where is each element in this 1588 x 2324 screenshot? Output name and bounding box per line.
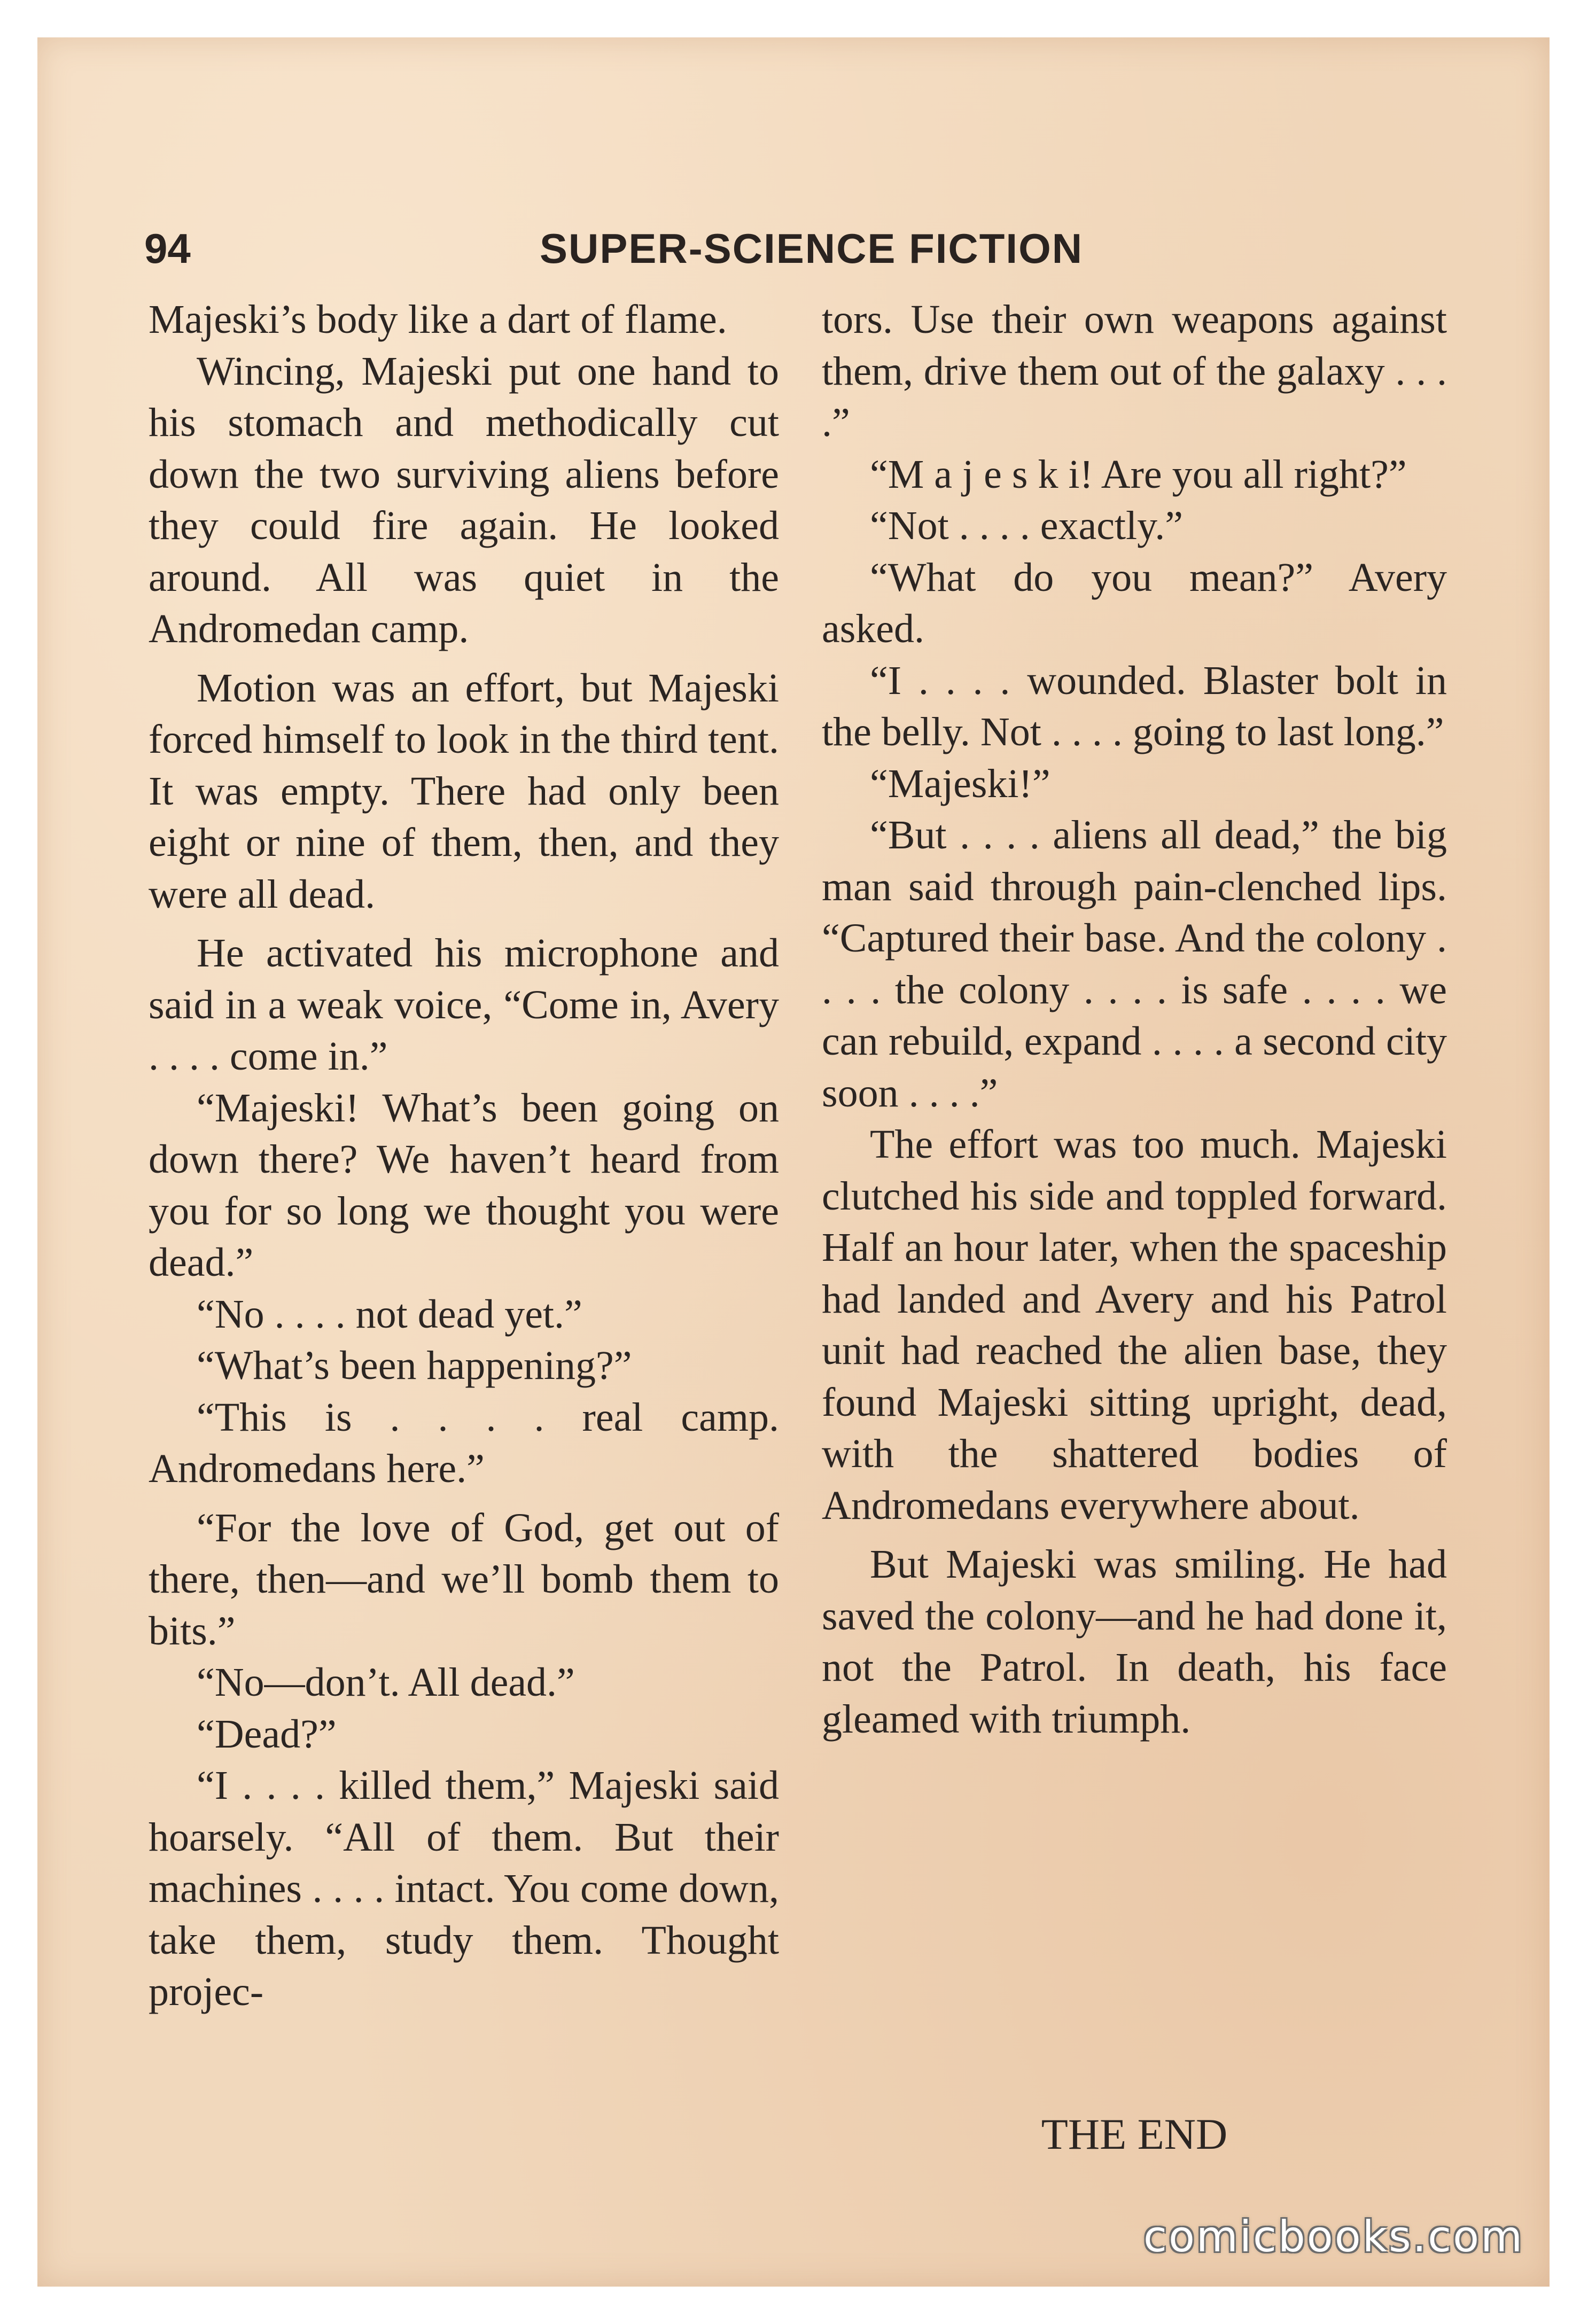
running-head: SUPER-SCIENCE FICTION <box>540 225 1084 272</box>
paragraph: “No . . . . not dead yet.” <box>197 1291 582 1337</box>
paragraph: “Majeski!” <box>870 761 1050 806</box>
paragraph: The effort was too much. Majeski clutched his side and toppled forward. Half an hour later, when the spaceship had landed and Avery and his Patrol unit had reached the alien base, they found Majeski sitting upright, dead, with the shattered bodies of Andromedans everywhere about. <box>822 1122 1447 1528</box>
paragraph: “But . . . . aliens all dead,” the big man said through pain-clenched lips. “Captured their base. And the colony . . . . the colony . . . . is safe . . . . we can rebuild, expand . . . . a second city soon . . . .” <box>822 813 1447 1116</box>
paragraph: “M a j e s k i! Are you all right?” <box>870 451 1407 497</box>
left-column <box>149 294 779 2018</box>
paragraph: “This is . . . . real camp. Andromedans here.” <box>149 1394 779 1491</box>
page-number: 94 <box>144 225 191 272</box>
paragraph: “For the love of God, get out of there, then—and we’ll bomb them to bits.” <box>149 1505 779 1654</box>
paragraph: tors. Use their own weapons against them, drive them out of the galaxy . . . .” <box>822 297 1447 445</box>
paragraph: Majeski’s body like a dart of flame. <box>149 297 727 342</box>
page-header <box>144 219 1453 278</box>
paragraph: “What’s been happening?” <box>197 1343 632 1388</box>
paragraph: “No—don’t. All dead.” <box>197 1660 575 1705</box>
right-column <box>822 294 1447 1745</box>
watermark-logo: comicbooks.com <box>1143 2212 1524 2261</box>
paragraph: “I . . . . wounded. Blaster bolt in the belly. Not . . . . going to last long.” <box>822 658 1447 754</box>
paragraph: “Majeski! What’s been going on down there? We haven’t heard from you for so long we thought you were dead.” <box>149 1085 779 1285</box>
paragraph: “Dead?” <box>197 1711 337 1757</box>
paragraph: “Not . . . . exactly.” <box>870 503 1183 548</box>
paragraph: Wincing, Majeski put one hand to his stomach and methodically cut down the two surviving aliens before they could fire again. He looked around. All was quiet in the Andromedan camp. <box>149 348 779 651</box>
paragraph: He activated his microphone and said in a weak voice, “Come in, Avery . . . . come in.” <box>149 931 779 1079</box>
paragraph: “What do you mean?” Avery asked. <box>822 555 1447 651</box>
the-end-label: THE END <box>1041 2110 1228 2158</box>
paragraph: “I . . . . killed them,” Majeski said hoarsely. “All of them. But their machines . . . . intact. You come down, take them, study them. Thought projec- <box>149 1763 779 2014</box>
paragraph: Motion was an effort, but Majeski forced himself to look in the third tent. It was empty. There had only been eight or nine of them, then, and they were all dead. <box>149 665 779 917</box>
paragraph: But Majeski was smiling. He had saved the colony—and he had done it, not the Patrol. In death, his face gleamed with triumph. <box>822 1542 1447 1742</box>
